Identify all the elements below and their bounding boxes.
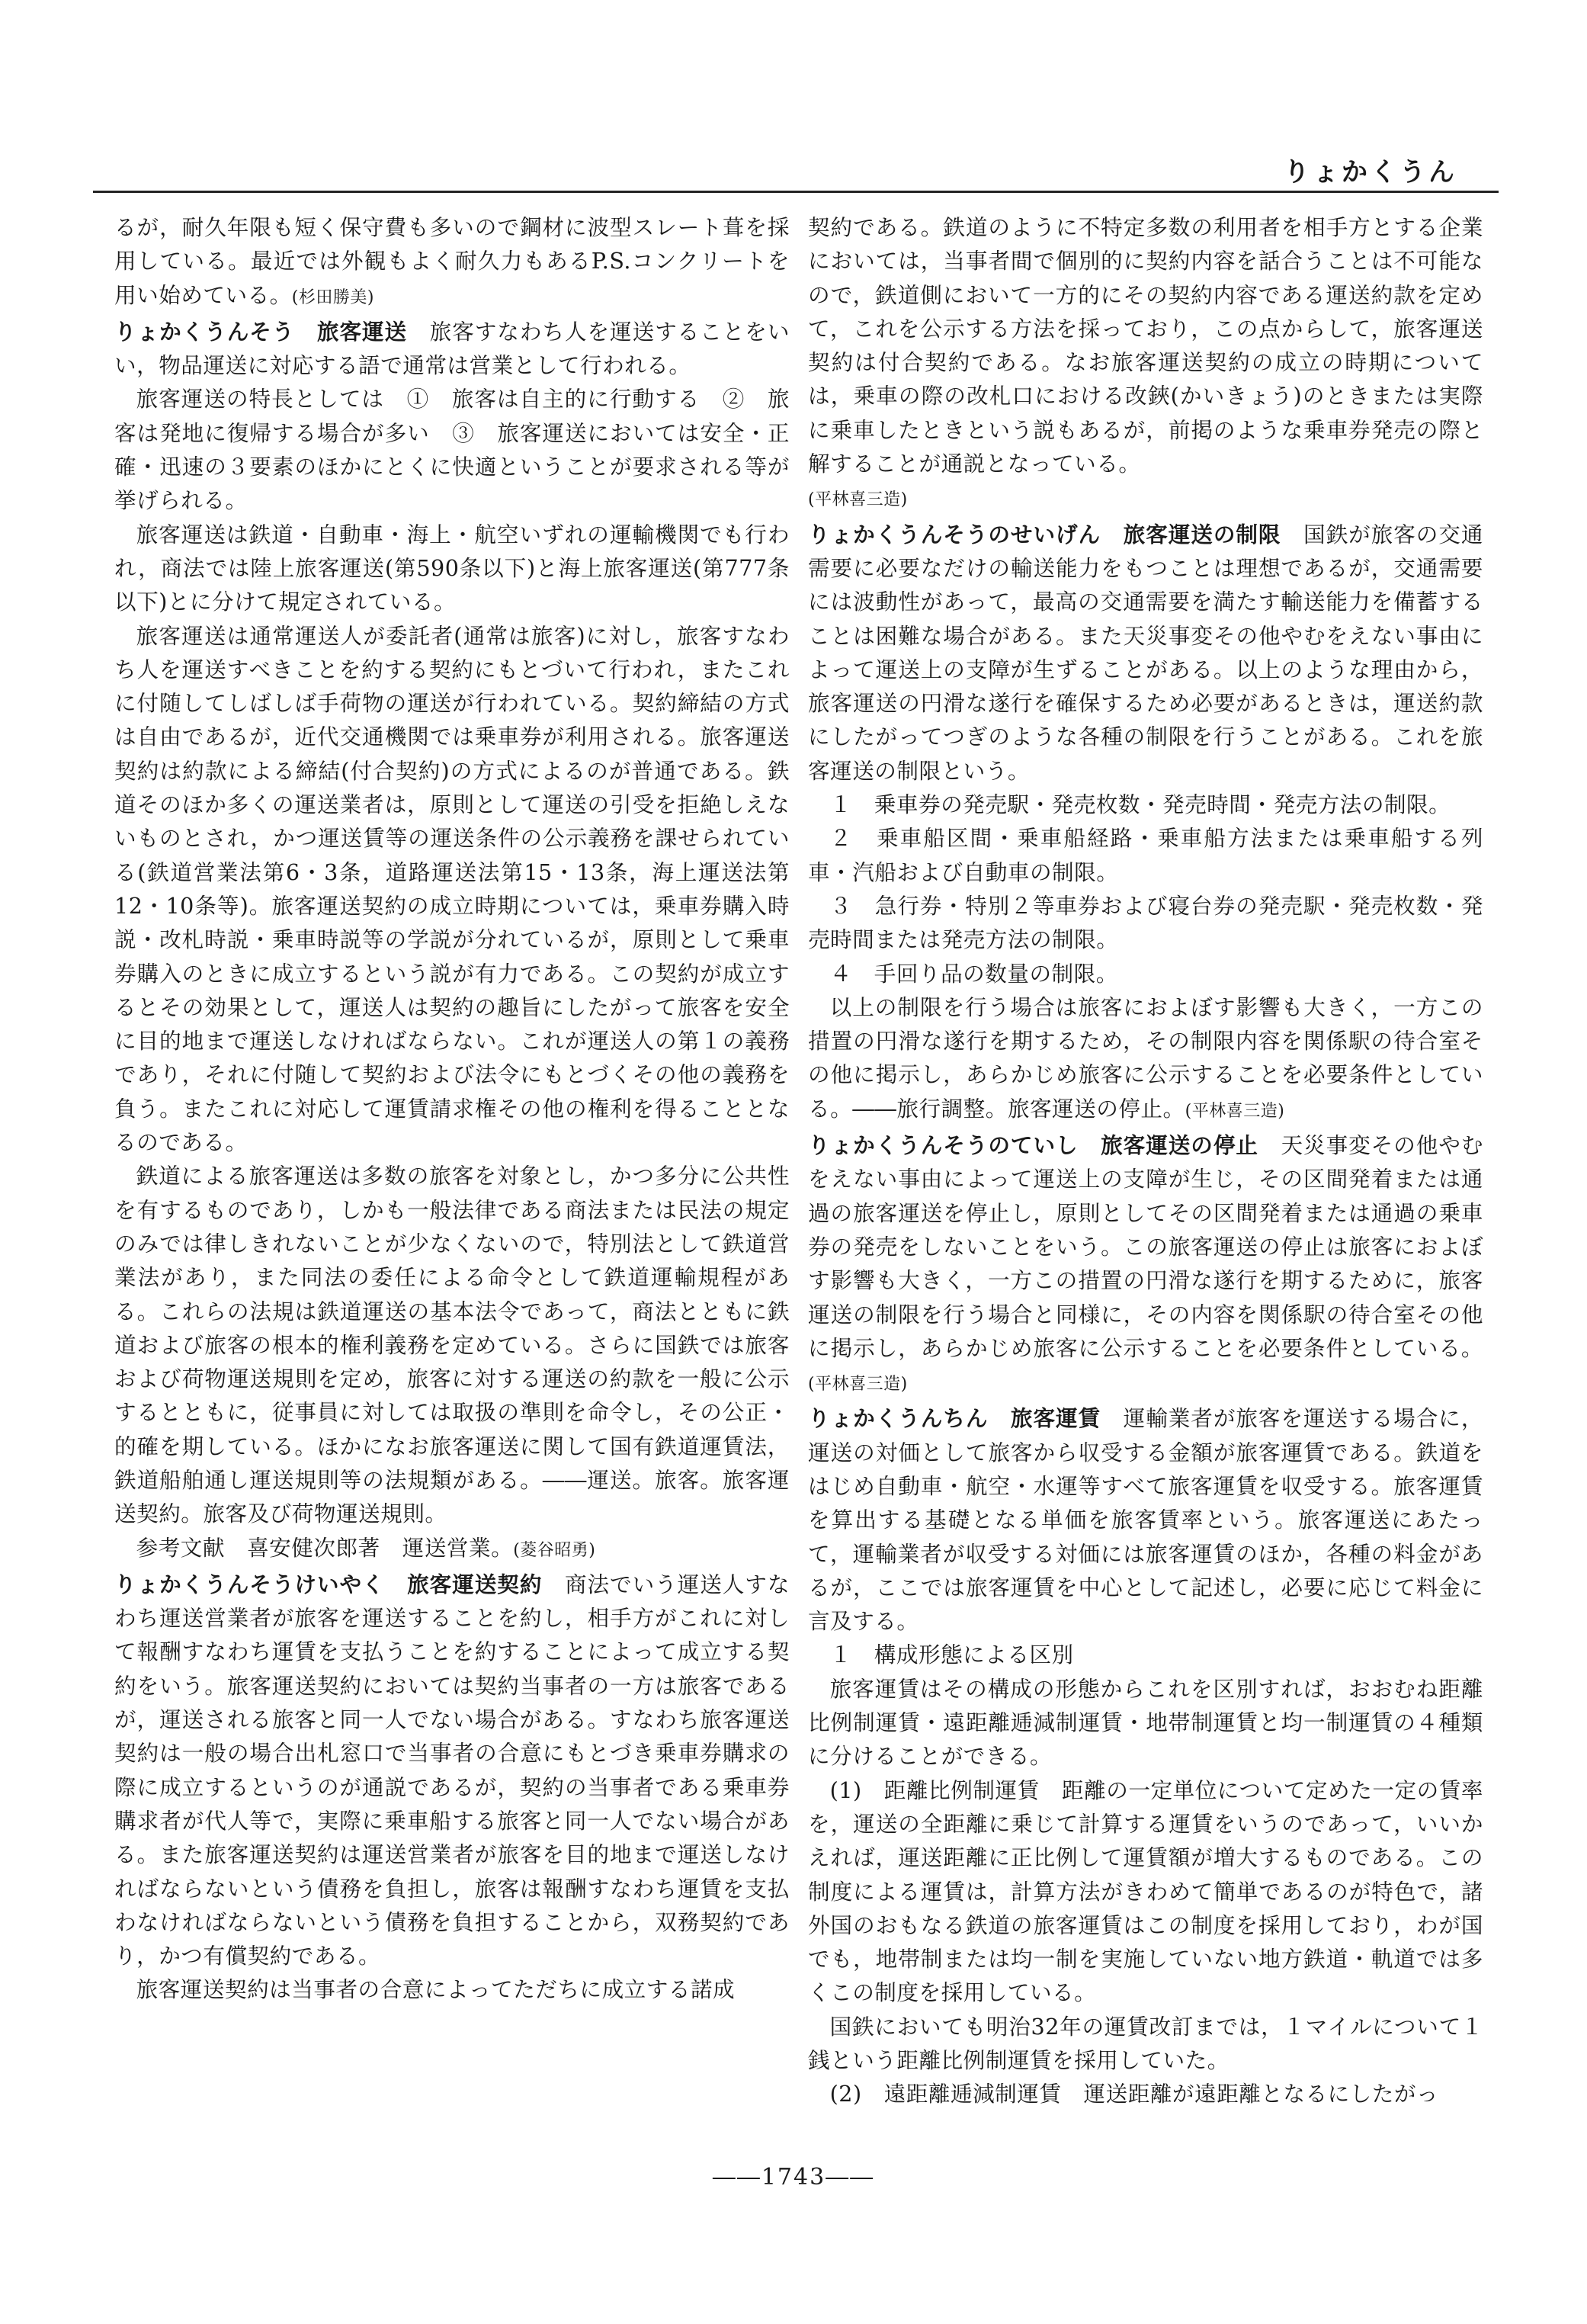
list-item: ４ 手回り品の数量の制限。 [829, 960, 1118, 987]
running-head: りょかくうん [1284, 157, 1457, 188]
header-rule [93, 191, 1499, 193]
entry-ryokaku-unso-no-seigen: りょかくうんそうのせいげん 旅客運送の制限 国鉄が旅客の交通需要に必要なだけの輸送能力をもつことは理想であるが，交通需要には波動性があって，最高の交通需要を満たす輸送能力を備蓄することは困難な場合がある。また天災事変その他やむをえない事由によって運送上の支障が生ずることがある。以上のような理由から，旅客運送の円滑な遂行を確保するため必要があるときは，運送約款にしたがってつぎのような各種の制限を行うことがある。これを旅客運送の制限という。 [808, 521, 1483, 784]
author-credit: (平林喜三造) [808, 1375, 908, 1395]
right-column [808, 210, 1483, 2155]
body-paragraph: (1) 距離比例制運賃 距離の一定単位について定めた一定の賃率を，運送の全距離に乗じて計算する運賃をいうのであって，いいかえれば，運送距離に正比例して運賃額が増大するものである。この制度による運賃は，計算方法がきわめて簡単であるのが特色で，諸外国のおもなる鉄道の旅客運賃はこの制度を採用しており，わが国でも，地帯制または均一制を実施していない地方鉄道・軌道では多くこの制度を採用している。 [808, 1777, 1483, 2006]
entry-headword: りょかくうんそうのていし [808, 1132, 1079, 1159]
author-credit: (杉田勝美) [291, 287, 374, 307]
section-heading: １ 構成形態による区別 [829, 1642, 1074, 1668]
entry-term: 旅客運賃 [1010, 1405, 1101, 1432]
entry-ryokaku-unso: りょかくうんそう 旅客運送 旅客すなわち人を運送することをいい，物品運送に対応する語で通常は営業として行われる。 [114, 318, 790, 379]
body-paragraph: 旅客運送は通常運送人が委託者(通常は旅客)に対し，旅客すなわち人を運送すべきことを約する契約にもとづいて行われ，またこれに付随してしばしば手荷物の運送が行われている。契約締結の方式は自由であるが，近代交通機関では乗車券が利用される。旅客運送契約は約款による締結(付合契約)の方式によるのが普通である。鉄道そのほか多くの運送業者は，原則として運送の引受を拒絶しえないものとされ，かつ運送賃等の運送条件の公示義務を課せられている(鉄道営業法第6・3条，道路運送法第15・13条，海上運送法第12・10条等)。旅客運送契約の成立時期については，乗車券購入時説・改札時説・乗車時説等の学説が分れているが，原則として乗車券購入のときに成立するという説が有力である。この契約が成立するとその効果として，運送人は契約の趣旨にしたがって旅客を安全に目的地まで運送しなければならない。これが運送人の第１の義務であり，それに付随して契約および法令にもとづくその他の義務を負う。またこれに対応して運賃請求権その他の権利を得ることとなるのである。 [114, 622, 790, 1156]
continued-paragraph: るが，耐久年限も短く保守費も多いので鋼材に波型スレート葺を採用している。最近では外観もよく耐久力もあるP.S.コンクリートを用い始めている。(杉田勝美) [114, 214, 790, 308]
author-credit-line [808, 480, 1483, 517]
list-item: ２ 乗車船区間・乗車船経路・乗車船方法または乗車船する列車・汽船および自動車の制限。 [808, 825, 1483, 885]
list-item: １ 乗車券の発売駅・発売枚数・発売時間・発売方法の制限。 [829, 791, 1451, 818]
entry-headword: りょかくうんそうけいやく [114, 1571, 385, 1597]
entry-term: 旅客運送の制限 [1123, 521, 1281, 547]
body-paragraph: 国鉄においても明治32年の運賃改訂までは，１マイルについて１銭という距離比例制運賃を採用していた。 [808, 2013, 1483, 2074]
body-paragraph: 旅客運送契約は当事者の合意によってただちに成立する諾成 [136, 1976, 736, 2003]
entry-term: 旅客運送 [316, 318, 408, 345]
entry-headword: りょかくうんそうのせいげん [808, 521, 1101, 547]
entry-ryokaku-unso-no-teishi: りょかくうんそうのていし 旅客運送の停止 天災事変その他やむをえない事由によって運送上の支障が生じ，その区間発着または通過の旅客運送を停止し，原則としてその区間発着または通過の乗車券の発売をしないことをいう。この旅客運送の停止は旅客におよぼす影響も大きく，一方この措置の円滑な遂行を期するために，旅客運送の制限を行う場合と同様に，その内容を関係駅の待合室その他に掲示し，あらかじめ旅客に公示することを必要条件としている。(平林喜三造) [808, 1132, 1483, 1395]
left-column [114, 210, 790, 2155]
entry-headword: りょかくうんちん [808, 1405, 989, 1432]
entry-headword: りょかくうんそう [114, 318, 295, 345]
list-item: ３ 急行券・特別２等車券および寝台券の発売駅・発売枚数・発売時間または発売方法の制限。 [808, 892, 1483, 953]
entry-term: 旅客運送契約 [407, 1571, 543, 1597]
body-paragraph: 以上の制限を行う場合は旅客におよぼす影響も大きく，一方この措置の円滑な遂行を期するため，その制限内容を関係駅の待合室その他に掲示し，あらかじめ旅客に公示することを必要条件としている。――旅行調整。旅客運送の停止。(平林喜三造) [808, 993, 1483, 1122]
body-paragraph: 旅客運送は鉄道・自動車・海上・航空いずれの運輸機関でも行われ，商法では陸上旅客運送(第590条以下)と海上旅客運送(第777条以下)とに分けて規定されている。 [114, 521, 790, 615]
continued-paragraph: 契約である。鉄道のように不特定多数の利用者を相手方とする企業においては，当事者間で個別的に契約内容を話合うことは不可能なので，鉄道側において一方的にその契約内容である運送約款を定めて，これを公示する方法を採っており，この点からして，旅客運送契約は付合契約である。なお旅客運送契約の成立の時期については，乗車の際の改札口における改鋏(かいきょう)のときまたは実際に乗車したときという説もあるが，前掲のような乗車券発売の際と解することが通説となっている。 [808, 214, 1483, 477]
body-paragraph: 旅客運送の特長としては ① 旅客は自主的に行動する ② 旅客は発地に復帰する場合が多い ③ 旅客運送においては安全・正確・迅速の３要素のほかにとくに快適ということが要求される等が挙げられる。 [114, 386, 790, 514]
author-credit: (平林喜三造) [1185, 1101, 1285, 1121]
body-paragraph: (2) 遠距離逓減制運賃 運送距離が遠距離となるにしたがっ [829, 2081, 1439, 2107]
entry-ryokaku-unchin: りょかくうんちん 旅客運賃 運輸業者が旅客を運送する場合に，運送の対価として旅客から収受する金額が旅客運賃である。鉄道をはじめ自動車・航空・水運等すべて旅客運賃を収受する。旅客運賃を算出する基礎となる単価を旅客賃率という。旅客運送にあたって，運輸業者が収受する対価には旅客運賃のほか，各種の料金があるが，ここでは旅客運賃を中心として記述し，必要に応じて料金に言及する。 [808, 1405, 1483, 1635]
author-credit: (菱谷昭勇) [513, 1540, 596, 1560]
references-line: 参考文献 喜安健次郎著 運送営業。(菱谷昭勇) [136, 1534, 596, 1561]
body-paragraph: 旅客運賃はその構成の形態からこれを区別すれば，おおむね距離比例制運賃・遠距離逓減制運賃・地帯制運賃と均一制運賃の４種類に分けることができる。 [808, 1675, 1483, 1770]
body-paragraph: 鉄道による旅客運送は多数の旅客を対象とし，かつ多分に公共性を有するものであり，しかも一般法律である商法または民法の規定のみでは律しきれないことが少なくないので，特別法として鉄道営業法があり，また同法の委任による命令として鉄道運輸規程がある。これらの法規は鉄道運送の基本法令であって，商法とともに鉄道および旅客の根本的権利義務を定めている。さらに国鉄では旅客および荷物運送規則を定め，旅客に対する運送の約款を一般に公示するとともに，従事員に対しては取扱の準則を命令し，その公正・的確を期している。ほかになお旅客運送に関して国有鉄道運賃法，鉄道船舶通し運送規則等の法規類がある。――運送。旅客。旅客運送契約。旅客及び荷物運送規則。 [114, 1163, 790, 1527]
author-credit: (平林喜三造) [808, 490, 908, 510]
page-number: ――1743―― [712, 2164, 875, 2191]
entry-ryokaku-unso-keiyaku: りょかくうんそうけいやく 旅客運送契約 商法でいう運送人すなわち運送営業者が旅客を運送することを約し，相手方がこれに対して報酬すなわち運賃を支払うことを約することによって成立する契約をいう。旅客運送契約においては契約当事者の一方は旅客であるが，運送される旅客と同一人でない場合がある。すなわち旅客運送契約は一般の場合出札窓口で当事者の合意にもとづき乗車券購求の際に成立するというのが通説であるが，契約の当事者である乗車券購求者が代人等で，実際に乗車船する旅客と同一人でない場合がある。また旅客運送契約は運送営業者が旅客を目的地まで運送しなければならないという債務を負担し，旅客は報酬すなわち運賃を支払わなければならないという債務を負担することから，双務契約であり，かつ有償契約である。 [114, 1571, 790, 1969]
entry-term: 旅客運送の停止 [1101, 1132, 1258, 1159]
